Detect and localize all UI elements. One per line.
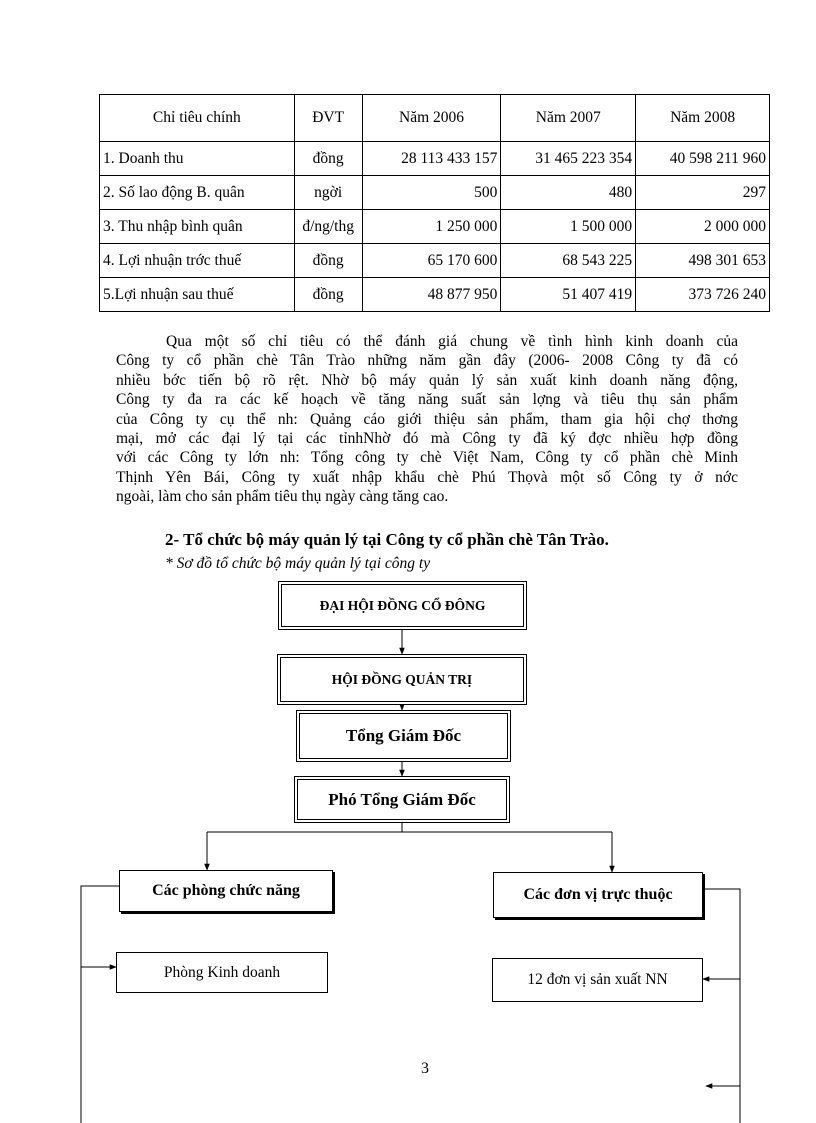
box-ceo-label: Tổng Giám Đốc [345, 726, 462, 745]
row-value-2007: 68 543 225 [501, 244, 636, 278]
row-value-2008: 373 726 240 [636, 278, 770, 312]
row-value-2007: 51 407 419 [501, 278, 636, 312]
header-indicator: Chỉ tiêu chính [100, 95, 295, 142]
box-ceo [296, 710, 511, 762]
row-label: 4. Lợi nhuận trớc thuế [100, 244, 295, 278]
row-value-2006: 28 113 433 157 [362, 142, 501, 176]
row-value-2008: 498 301 653 [636, 244, 770, 278]
paragraph-line: ngoài, làm cho sản phẩm tiêu thụ ngày càng tăng cao. [116, 488, 449, 506]
row-value-2008: 2 000 000 [636, 210, 770, 244]
row-unit: đồng [294, 244, 362, 278]
box-deputy-ceo-label: Phó Tổng Giám Đốc [328, 789, 476, 809]
box-board-of-directors [277, 654, 527, 705]
header-year-2006: Năm 2006 [362, 95, 501, 142]
connector-right-rail [703, 889, 740, 1123]
box-business-department [116, 952, 328, 993]
row-unit: đ/ng/thg [294, 210, 362, 244]
box-production-units [492, 958, 703, 1002]
row-value-2008: 40 598 211 960 [636, 142, 770, 176]
row-value-2007: 31 465 223 354 [501, 142, 636, 176]
paragraph-line: của Công ty cụ thể nh: Quảng cáo giới thiệu sản phẩm, tham gia hội chợ thơng [116, 410, 738, 428]
connector-left-rail [81, 886, 119, 1123]
box-functional-departments-label: Các phòng chức năng [152, 882, 300, 899]
row-value-2007: 1 500 000 [501, 210, 636, 244]
box-affiliated-units-label: Các đơn vị trực thuộc [523, 886, 673, 903]
header-year-2008: Năm 2008 [636, 95, 770, 142]
header-unit: ĐVT [294, 95, 362, 142]
row-label: 1. Doanh thu [100, 142, 295, 176]
box-production-units-label: 12 đơn vị sản xuất NN [527, 971, 668, 988]
diagram-caption: * Sơ đồ tổ chức bộ máy quản lý tại công ty [165, 555, 431, 572]
row-value-2007: 480 [501, 176, 636, 210]
box-general-meeting-label: ĐẠI HỘI ĐỒNG CỔ ĐÔNG [319, 597, 486, 613]
row-unit: đồng [294, 278, 362, 312]
row-value-2006: 1 250 000 [362, 210, 501, 244]
box-general-meeting [278, 581, 527, 630]
row-value-2006: 500 [362, 176, 501, 210]
box-business-department-label: Phòng Kinh doanh [163, 963, 281, 981]
paragraph-line: Công ty đa ra các kế hoạch về tăng năng suất sản lợng và tiêu thụ sản phẩm [116, 391, 738, 409]
paragraph-line: Thịnh Yên Bái, Công ty xuất nhập khẩu chè Phú Thọvà một số Công ty ở nớc [116, 468, 738, 486]
paragraph-line: mại, mở các đại lý tại các tỉnhNhờ đó mà Công ty đã ký đợc nhiều hợp đồng [116, 430, 738, 448]
row-label: 5.Lợi nhuận sau thuế [100, 278, 295, 312]
paragraph-line: Qua một số chỉ tiêu có thể đánh giá chung về tình hình kinh doanh của [166, 333, 738, 350]
box-affiliated-units [493, 872, 703, 918]
row-value-2006: 65 170 600 [362, 244, 501, 278]
box-deputy-ceo [294, 776, 510, 823]
paragraph-line: với các Công ty lớn nh: Tổng công ty chè Việt Nam, Công ty cổ phần chè Minh [116, 449, 738, 467]
box-functional-departments [119, 870, 333, 912]
paragraph-line: Công ty cổ phần chè Tân Trào những năm gần đây (2006- 2008 Công ty đã có [116, 352, 738, 370]
row-unit: ngời [294, 176, 362, 210]
row-label: 3. Thu nhập bình quân [100, 210, 295, 244]
row-value-2006: 48 877 950 [362, 278, 501, 312]
paragraph-line: nhiều bớc tiến bộ rõ rệt. Nhờ bộ máy quản lý sản xuất kinh doanh năng động, [116, 371, 738, 389]
section-heading: 2- Tổ chức bộ máy quản lý tại Công ty cổ phần chè Tân Trào. [165, 530, 609, 549]
box-board-label: HỘI ĐỒNG QUẢN TRỊ [331, 671, 473, 687]
row-value-2008: 297 [636, 176, 770, 210]
row-label: 2. Số lao động B. quân [100, 176, 295, 210]
header-year-2007: Năm 2007 [501, 95, 636, 142]
page-number: 3 [421, 1060, 429, 1077]
row-unit: đồng [294, 142, 362, 176]
